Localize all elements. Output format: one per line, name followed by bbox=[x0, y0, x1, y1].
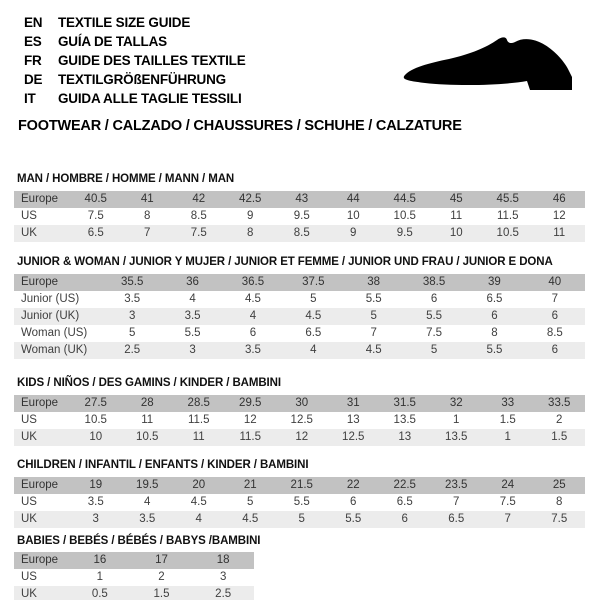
size-cell: 44.5 bbox=[393, 193, 416, 205]
table-row-us bbox=[14, 208, 585, 225]
size-cell: 10.5 bbox=[496, 227, 519, 239]
row-label: US bbox=[21, 210, 37, 222]
size-cell: 27.5 bbox=[84, 397, 107, 409]
language-code: DE bbox=[24, 72, 43, 87]
row-label: Europe bbox=[21, 397, 59, 409]
size-cell: 6 bbox=[249, 327, 257, 339]
size-cell: 42.5 bbox=[239, 193, 262, 205]
size-cell: 11.5 bbox=[239, 431, 262, 443]
size-cell: 4 bbox=[249, 310, 257, 322]
size-cell: 5 bbox=[247, 496, 254, 508]
size-cell: 8 bbox=[556, 496, 563, 508]
size-cell: 7 bbox=[144, 227, 151, 239]
section-title-kids: KIDS / NIÑOS / DES GAMINS / KINDER / BAMBINI bbox=[17, 377, 281, 389]
size-cell: 16 bbox=[93, 554, 107, 566]
size-cell: 32 bbox=[449, 397, 463, 409]
size-cell: 8 bbox=[144, 210, 151, 222]
size-cell: 6.5 bbox=[87, 227, 104, 239]
row-label: UK bbox=[21, 513, 37, 525]
size-cell: 4 bbox=[189, 293, 196, 305]
row-label: Woman (US) bbox=[21, 327, 88, 339]
table-row-junior-us- bbox=[14, 291, 585, 308]
table-row-junior-uk- bbox=[14, 308, 585, 325]
size-cell: 6 bbox=[430, 293, 438, 305]
size-cell: 1.5 bbox=[551, 431, 568, 443]
size-table-kids bbox=[14, 395, 585, 446]
language-code: IT bbox=[24, 91, 36, 106]
size-cell: 7 bbox=[504, 513, 511, 525]
size-cell: 22.5 bbox=[393, 479, 416, 491]
size-table-children bbox=[14, 477, 585, 528]
size-cell: 12 bbox=[243, 414, 257, 426]
shoe-icon bbox=[399, 33, 585, 95]
size-cell: 2.5 bbox=[215, 588, 232, 600]
size-cell: 3.5 bbox=[87, 496, 104, 508]
size-cell: 25 bbox=[552, 479, 566, 491]
language-title: TEXTILGRÖßENFÜHRUNG bbox=[58, 72, 226, 87]
size-cell: 28.5 bbox=[187, 397, 210, 409]
size-section-junior-woman bbox=[14, 255, 600, 359]
size-cell: 2 bbox=[556, 414, 563, 426]
size-cell: 5 bbox=[128, 327, 136, 339]
size-cell: 5 bbox=[370, 310, 377, 322]
size-cell: 11 bbox=[553, 227, 566, 239]
row-label: UK bbox=[21, 588, 37, 600]
size-table-man bbox=[14, 191, 585, 242]
size-cell: 3 bbox=[92, 513, 99, 525]
size-cell: 36.5 bbox=[241, 276, 265, 288]
size-cell: 28 bbox=[140, 397, 154, 409]
table-row-uk bbox=[14, 429, 585, 446]
size-cell: 1 bbox=[453, 414, 460, 426]
row-label: US bbox=[21, 414, 37, 426]
language-code: EN bbox=[24, 15, 43, 30]
table-row-us bbox=[14, 569, 254, 586]
size-cell: 2.5 bbox=[124, 344, 141, 356]
size-cell: 21 bbox=[243, 479, 257, 491]
size-cell: 40.5 bbox=[84, 193, 107, 205]
size-cell: 11 bbox=[192, 431, 205, 443]
table-row-woman-uk- bbox=[14, 342, 585, 359]
size-cell: 13.5 bbox=[393, 414, 416, 426]
size-cell: 20 bbox=[192, 479, 206, 491]
size-cell: 30 bbox=[295, 397, 309, 409]
size-table-junior-woman bbox=[14, 274, 585, 359]
size-cell: 7.5 bbox=[499, 496, 516, 508]
row-label: US bbox=[21, 571, 37, 583]
language-code: FR bbox=[24, 53, 42, 68]
row-label: Europe bbox=[21, 193, 59, 205]
size-cell: 7 bbox=[551, 293, 559, 305]
row-label: UK bbox=[21, 431, 37, 443]
size-cell: 7 bbox=[453, 496, 460, 508]
size-cell: 41 bbox=[140, 193, 154, 205]
size-cell: 9.5 bbox=[293, 210, 310, 222]
size-cell: 24 bbox=[501, 479, 515, 491]
size-cell: 7.5 bbox=[426, 327, 443, 339]
size-cell: 3 bbox=[219, 571, 227, 583]
size-cell: 11.5 bbox=[187, 414, 210, 426]
size-cell: 10 bbox=[346, 210, 360, 222]
size-cell: 5 bbox=[430, 344, 438, 356]
size-cell: 6 bbox=[551, 344, 559, 356]
size-cell: 6 bbox=[491, 310, 498, 322]
size-cell: 5.5 bbox=[293, 496, 310, 508]
size-cell: 21.5 bbox=[290, 479, 313, 491]
size-cell: 5.5 bbox=[345, 513, 362, 525]
size-cell: 5.5 bbox=[184, 327, 201, 339]
size-cell: 38.5 bbox=[422, 276, 446, 288]
size-cell: 8.5 bbox=[190, 210, 207, 222]
size-cell: 33 bbox=[501, 397, 515, 409]
size-cell: 4.5 bbox=[305, 310, 322, 322]
size-cell: 6 bbox=[401, 513, 408, 525]
row-label: Europe bbox=[21, 554, 59, 566]
row-label: Woman (UK) bbox=[21, 344, 88, 356]
size-cell: 8 bbox=[247, 227, 254, 239]
size-cell: 4 bbox=[310, 344, 317, 356]
size-cell: 7.5 bbox=[190, 227, 207, 239]
size-cell: 10.5 bbox=[84, 414, 107, 426]
table-row-europe bbox=[14, 191, 585, 208]
size-cell: 45.5 bbox=[496, 193, 519, 205]
size-cell: 8.5 bbox=[546, 327, 563, 339]
size-cell: 6 bbox=[350, 496, 357, 508]
size-cell: 13.5 bbox=[445, 431, 468, 443]
row-label: Junior (UK) bbox=[21, 310, 80, 322]
size-cell: 46 bbox=[552, 193, 566, 205]
size-cell: 3.5 bbox=[184, 310, 201, 322]
size-cell: 44 bbox=[346, 193, 360, 205]
size-cell: 5.5 bbox=[365, 293, 382, 305]
section-title-junior-woman: JUNIOR & WOMAN / JUNIOR Y MUJER / JUNIOR ET FEMME / JUNIOR UND FRAU / JUNIOR E DONA bbox=[17, 256, 553, 268]
size-cell: 2 bbox=[158, 571, 165, 583]
size-cell: 12 bbox=[295, 431, 309, 443]
size-cell: 3 bbox=[128, 310, 136, 322]
table-row-europe bbox=[14, 477, 585, 494]
size-cell: 19.5 bbox=[136, 479, 159, 491]
size-cell: 11.5 bbox=[496, 210, 519, 222]
size-cell: 13 bbox=[346, 414, 360, 426]
size-section-babies bbox=[14, 534, 600, 600]
size-cell: 4.5 bbox=[365, 344, 382, 356]
size-cell: 5 bbox=[298, 513, 305, 525]
size-table-babies bbox=[14, 552, 254, 600]
size-section-children bbox=[14, 458, 600, 528]
size-cell: 1.5 bbox=[499, 414, 516, 426]
size-cell: 13 bbox=[398, 431, 412, 443]
table-row-europe bbox=[14, 274, 585, 291]
language-row-en bbox=[24, 13, 600, 32]
size-cell: 12.5 bbox=[290, 414, 313, 426]
size-cell: 40 bbox=[548, 276, 562, 288]
language-title: GUIDA ALLE TAGLIE TESSILI bbox=[58, 91, 242, 106]
section-title-children: CHILDREN / INFANTIL / ENFANTS / KINDER / BAMBINI bbox=[17, 459, 309, 471]
size-cell: 45 bbox=[449, 193, 463, 205]
size-cell: 31.5 bbox=[393, 397, 416, 409]
size-cell: 6.5 bbox=[448, 513, 465, 525]
size-cell: 4.5 bbox=[244, 293, 261, 305]
size-cell: 9.5 bbox=[396, 227, 413, 239]
size-cell: 3.5 bbox=[124, 293, 141, 305]
size-cell: 3.5 bbox=[139, 513, 156, 525]
size-cell: 6.5 bbox=[305, 327, 322, 339]
size-cell: 6 bbox=[551, 310, 559, 322]
size-cell: 36 bbox=[186, 276, 199, 288]
size-cell: 39 bbox=[488, 276, 501, 288]
row-label: Europe bbox=[21, 276, 59, 288]
size-tables bbox=[14, 172, 600, 600]
size-cell: 18 bbox=[216, 554, 230, 566]
section-title-babies: BABIES / BEBÉS / BÉBÉS / BABYS /BAMBINI bbox=[17, 535, 261, 547]
size-cell: 7 bbox=[370, 327, 377, 339]
size-cell: 10 bbox=[89, 431, 103, 443]
size-cell: 3 bbox=[189, 344, 196, 356]
size-cell: 4.5 bbox=[242, 513, 259, 525]
table-row-us bbox=[14, 412, 585, 429]
size-cell: 4.5 bbox=[190, 496, 207, 508]
table-row-europe bbox=[14, 552, 254, 569]
size-cell: 5 bbox=[310, 293, 317, 305]
size-cell: 10 bbox=[449, 227, 463, 239]
language-title: GUIDE DES TAILLES TEXTILE bbox=[58, 53, 246, 68]
size-cell: 31 bbox=[346, 397, 360, 409]
size-cell: 1 bbox=[504, 431, 511, 443]
size-cell: 1 bbox=[96, 571, 104, 583]
size-cell: 7.5 bbox=[87, 210, 104, 222]
size-cell: 7.5 bbox=[551, 513, 568, 525]
size-section-kids bbox=[14, 376, 600, 446]
size-cell: 4 bbox=[144, 496, 151, 508]
size-cell: 9 bbox=[350, 227, 357, 239]
size-cell: 12 bbox=[552, 210, 566, 222]
language-code: ES bbox=[24, 34, 42, 49]
size-cell: 43 bbox=[295, 193, 309, 205]
size-cell: 12.5 bbox=[342, 431, 365, 443]
row-label: UK bbox=[21, 227, 37, 239]
size-section-man bbox=[14, 172, 600, 242]
size-cell: 8.5 bbox=[293, 227, 310, 239]
table-row-uk bbox=[14, 511, 585, 528]
size-cell: 10.5 bbox=[136, 431, 159, 443]
size-cell: 4 bbox=[195, 513, 202, 525]
size-cell: 23.5 bbox=[445, 479, 468, 491]
row-label: Junior (US) bbox=[21, 293, 80, 305]
size-cell: 11 bbox=[141, 414, 154, 426]
table-row-europe bbox=[14, 395, 585, 412]
size-cell: 0.5 bbox=[91, 588, 108, 600]
size-cell: 10.5 bbox=[393, 210, 416, 222]
language-title: TEXTILE SIZE GUIDE bbox=[58, 15, 191, 30]
size-cell: 42 bbox=[192, 193, 206, 205]
size-cell: 6.5 bbox=[486, 293, 503, 305]
category-heading: FOOTWEAR / CALZADO / CHAUSSURES / SCHUHE / CALZATURE bbox=[18, 118, 462, 134]
row-label: US bbox=[21, 496, 37, 508]
size-cell: 17 bbox=[155, 554, 168, 566]
table-row-woman-us- bbox=[14, 325, 585, 342]
size-cell: 6.5 bbox=[396, 496, 413, 508]
size-cell: 35.5 bbox=[120, 276, 144, 288]
size-cell: 33.5 bbox=[548, 397, 571, 409]
size-cell: 22 bbox=[346, 479, 360, 491]
section-title-man: MAN / HOMBRE / HOMME / MANN / MAN bbox=[17, 173, 235, 185]
size-cell: 5.5 bbox=[426, 310, 443, 322]
table-row-uk bbox=[14, 225, 585, 242]
size-cell: 5.5 bbox=[486, 344, 503, 356]
size-cell: 37.5 bbox=[302, 276, 325, 288]
table-row-us bbox=[14, 494, 585, 511]
size-cell: 29.5 bbox=[239, 397, 262, 409]
row-label: Europe bbox=[21, 479, 59, 491]
size-cell: 3.5 bbox=[244, 344, 261, 356]
size-cell: 38 bbox=[367, 276, 381, 288]
table-row-uk bbox=[14, 586, 254, 600]
size-cell: 9 bbox=[247, 210, 254, 222]
size-cell: 8 bbox=[491, 327, 498, 339]
size-cell: 11 bbox=[450, 210, 463, 222]
language-title: GUÍA DE TALLAS bbox=[58, 34, 167, 49]
size-cell: 19 bbox=[89, 479, 103, 491]
size-cell: 1.5 bbox=[153, 588, 170, 600]
